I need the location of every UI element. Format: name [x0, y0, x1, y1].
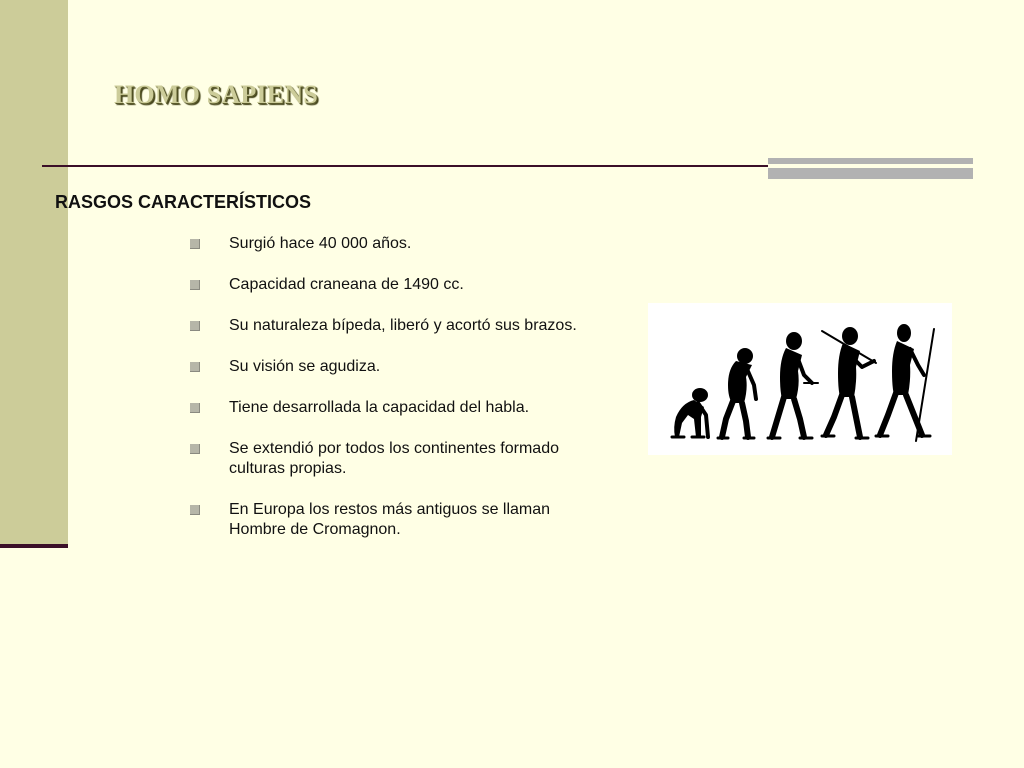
bullet-item: [190, 500, 600, 540]
bullet-item: [190, 275, 600, 295]
bullet-text: Surgió hace 40 000 años.: [229, 235, 412, 252]
human-evolution-image: [648, 303, 952, 455]
sidebar-bottom-rule: [0, 544, 68, 548]
square-bullet-icon: [190, 403, 200, 413]
square-bullet-icon: [190, 362, 200, 372]
early-human-silhouette-3: [768, 332, 818, 438]
bullet-text: Su visión se agudiza.: [229, 358, 381, 375]
evolution-silhouettes-icon: [648, 303, 952, 455]
bullet-text: En Europa los restos más antiguos se llaman Hombre de Cromagnon.: [229, 501, 551, 538]
decorative-gray-bar: [768, 158, 973, 179]
square-bullet-icon: [190, 280, 200, 290]
bullet-item: [190, 398, 600, 418]
modern-human-silhouette-5: [876, 324, 934, 441]
bullet-item: [190, 234, 600, 254]
bullet-text: Se extendió por todos los continentes formado culturas propias.: [229, 440, 559, 477]
section-heading: RASGOS CARACTERÍSTICOS: [55, 192, 312, 212]
slide-title: HOMO SAPIENS: [114, 80, 318, 109]
bullet-item: [190, 357, 600, 377]
bullet-text: Capacidad craneana de 1490 cc.: [229, 276, 464, 293]
bullet-item: [190, 439, 600, 479]
primate-silhouette-1: [672, 388, 708, 437]
bullet-text: Su naturaleza bípeda, liberó y acortó sus brazos.: [229, 317, 577, 334]
bullet-item: [190, 316, 600, 336]
square-bullet-icon: [190, 239, 200, 249]
upright-human-silhouette-4: [822, 327, 876, 438]
sidebar-band: [0, 0, 68, 545]
bullet-text: Tiene desarrollada la capacidad del habla.: [229, 399, 530, 416]
square-bullet-icon: [190, 444, 200, 454]
bullet-list: [190, 234, 600, 561]
square-bullet-icon: [190, 505, 200, 515]
hominid-silhouette-2: [718, 348, 756, 438]
square-bullet-icon: [190, 321, 200, 331]
